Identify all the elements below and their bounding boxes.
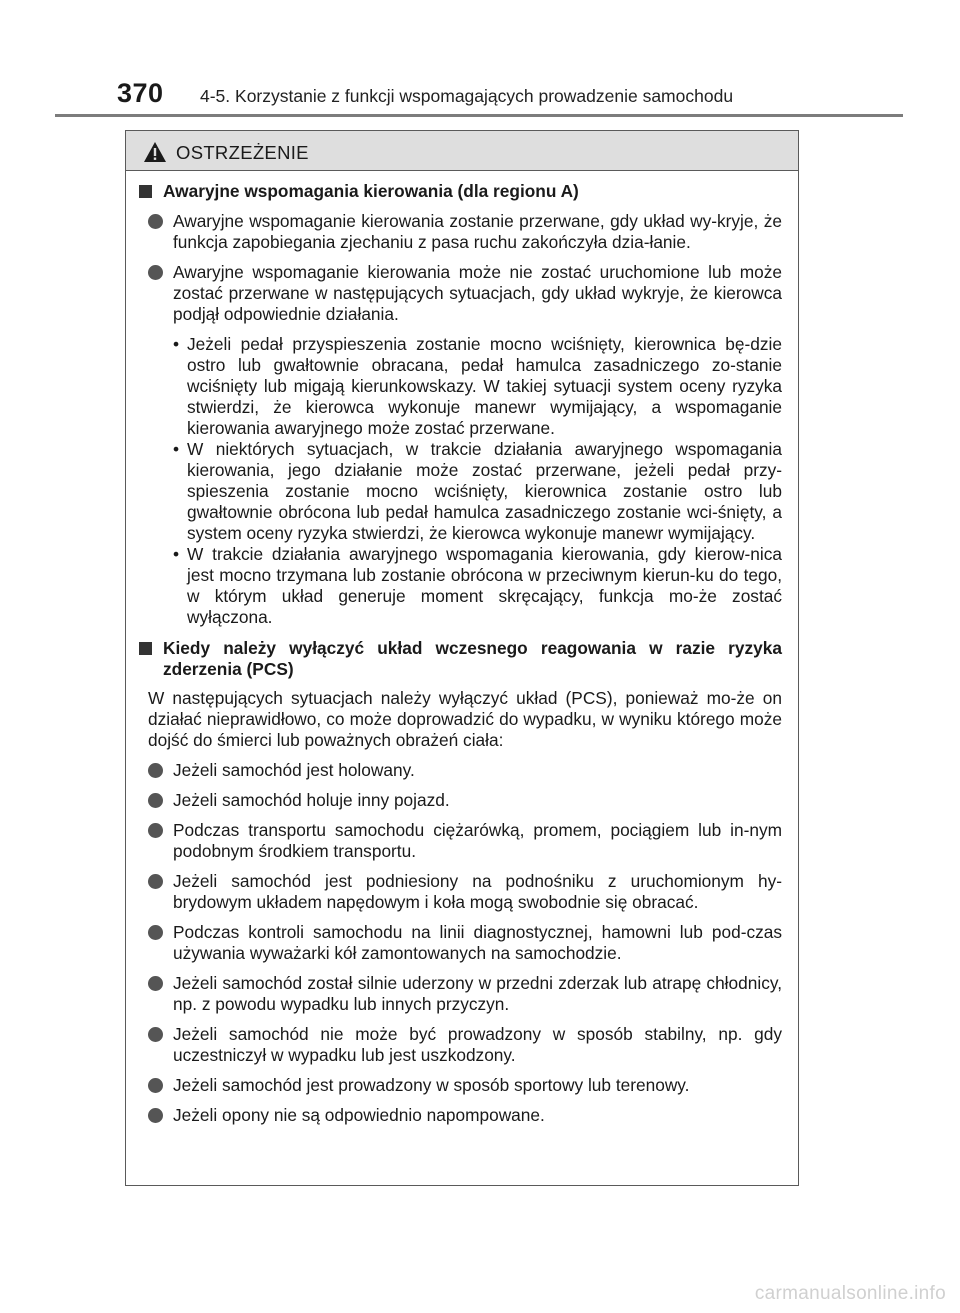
list-item-text: Jeżeli samochód został silnie uderzony w przedni zderzak lub atrapę chłodnicy, np. z powodu wypadku lub innych przyczyn.	[173, 973, 782, 1014]
chapter-title: 4-5. Korzystanie z funkcji wspomagających prowadzenie samochodu	[200, 86, 734, 106]
circle-bullet-icon	[148, 214, 163, 229]
sub-list-item-text: Jeżeli pedał przyspieszenia zostanie mocno wciśnięty, kierownica bę-dzie ostro lub gwałtownie obracana, pedał hamulca zasadniczego zo-stanie wciśnięty lub migają kierunkowskazy. W takiej sytuacji system oceny ryzyka stwierdzi, że kierowca wykonuje manewr wymijający, a wspomaganie kierowania awaryjnego może zostać przerwane.	[187, 334, 782, 438]
watermark: carmanualsonline.info	[754, 1283, 946, 1304]
section-heading	[126, 181, 798, 202]
dot-bullet-icon: •	[173, 334, 180, 354]
circle-bullet-icon	[148, 925, 163, 940]
circle-bullet-icon	[148, 976, 163, 991]
list-item	[126, 1024, 798, 1066]
section-title: Kiedy należy wyłączyć układ wczesnego reagowania w razie ryzyka zderzenia (PCS)	[163, 638, 782, 679]
section-title: Awaryjne wspomagania kierowania (dla regionu A)	[163, 181, 579, 201]
header-rule	[55, 114, 903, 117]
circle-bullet-icon	[148, 265, 163, 280]
square-bullet-icon	[139, 642, 152, 655]
list-item-text: Podczas transportu samochodu ciężarówką, promem, pociągiem lub in-nym podobnym środkiem transportu.	[173, 820, 782, 861]
circle-bullet-icon	[148, 1108, 163, 1123]
list-item-text: Podczas kontroli samochodu na linii diagnostycznej, hamowni lub pod-czas używania wyważarki kół zamontowanych na samochodzie.	[173, 922, 782, 963]
list-item-text: Jeżeli samochód holuje inny pojazd.	[173, 790, 450, 810]
list-item	[126, 1105, 798, 1126]
list-item-text: Jeżeli samochód nie może być prowadzony w sposób stabilny, np. gdy uczestniczył w wypadku lub jest uszkodzony.	[173, 1024, 782, 1065]
dot-bullet-icon: •	[173, 544, 180, 564]
circle-bullet-icon	[148, 1078, 163, 1093]
sub-list-item	[126, 439, 798, 544]
warning-icon	[143, 141, 167, 163]
list-item	[126, 211, 798, 253]
list-item	[126, 973, 798, 1015]
section-heading	[126, 638, 798, 680]
page-number: 370	[117, 78, 164, 108]
warning-title: OSTRZEŻENIE	[176, 142, 309, 163]
circle-bullet-icon	[148, 763, 163, 778]
list-item	[126, 760, 798, 781]
warning-box	[125, 130, 799, 1186]
warning-content	[126, 171, 798, 1126]
sub-list-item	[126, 544, 798, 628]
dot-bullet-icon: •	[173, 439, 180, 459]
circle-bullet-icon	[148, 823, 163, 838]
sub-list-item-text: W niektórych sytuacjach, w trakcie działania awaryjnego wspomagania kierowania, jego działanie może zostać przerwane, jeżeli pedał przy-spieszenia zostanie mocno wciśnięty, kierownica zostanie ostro lub gwałtownie obrócona lub pedał hamulca zasadniczego zostanie wci-śnięty, a system oceny ryzyka stwierdzi, że kierowca wykonuje manewr wymijający.	[187, 439, 782, 543]
page-header	[117, 78, 877, 110]
list-item	[126, 922, 798, 964]
list-item-text: Jeżeli samochód jest podniesiony na podnośniku z uruchomionym hy-brydowym układem napędowym i koła mogą swobodnie się obracać.	[173, 871, 782, 912]
square-bullet-icon	[139, 185, 152, 198]
list-item	[126, 871, 798, 913]
section-intro: W następujących sytuacjach należy wyłączyć układ (PCS), ponieważ mo-że on działać nieprawidłowo, co może doprowadzić do wypadku, w wyniku którego może dojść do śmierci lub poważnych obrażeń ciała:	[148, 688, 782, 750]
warning-header	[126, 131, 798, 171]
list-item-text: Jeżeli samochód jest prowadzony w sposób sportowy lub terenowy.	[173, 1075, 690, 1095]
list-item-text: Awaryjne wspomaganie kierowania może nie zostać uruchomione lub może zostać przerwane w następujących sytuacjach, gdy układ wykryje, że kierowca podjął odpowiednie działania.	[173, 262, 782, 324]
sub-list-item-text: W trakcie działania awaryjnego wspomagania kierowania, gdy kierow-nica jest mocno trzymana lub zostanie obrócona w przeciwnym kierun-ku do tego, w którym układ generuje moment skręcający, funkcja mo-że zostać wyłączona.	[187, 544, 782, 627]
list-item-text: Awaryjne wspomaganie kierowania zostanie przerwane, gdy układ wy-kryje, że funkcja zapobiegania zjechaniu z pasa ruchu zakończyła dzia-łanie.	[173, 211, 782, 252]
list-item-text: Jeżeli opony nie są odpowiednio napompowane.	[173, 1105, 545, 1125]
circle-bullet-icon	[148, 1027, 163, 1042]
circle-bullet-icon	[148, 874, 163, 889]
list-item-text: Jeżeli samochód jest holowany.	[173, 760, 415, 780]
circle-bullet-icon	[148, 793, 163, 808]
list-item	[126, 262, 798, 325]
list-item	[126, 820, 798, 862]
sub-list-item	[126, 334, 798, 439]
list-item	[126, 790, 798, 811]
sub-list	[126, 334, 798, 628]
list-item	[126, 1075, 798, 1096]
